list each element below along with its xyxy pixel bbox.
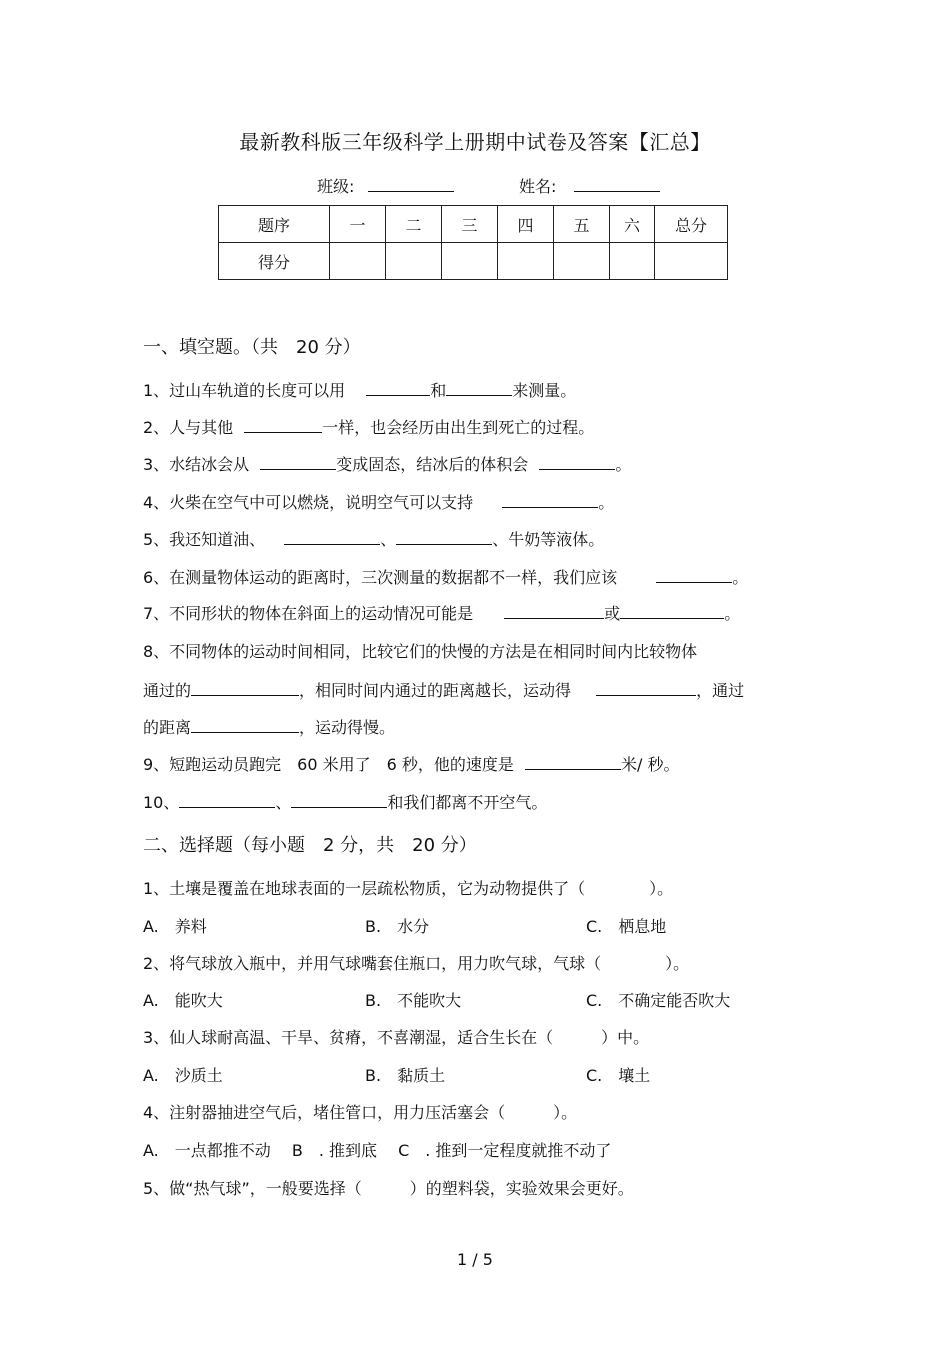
score-table-header-row [219,206,728,243]
answer-blank[interactable] [504,602,604,619]
fill-question-6 [143,565,748,588]
q1-text: 和 [430,381,447,400]
q7-text: 或 [604,604,621,623]
q4-text: 。 [598,493,615,512]
q9-text: 米/ 秒。 [621,755,680,774]
answer-blank[interactable] [260,453,336,470]
answer-blank[interactable] [396,528,492,545]
header-cell: 一 [330,206,386,243]
q2-text: 2、人与其他 [143,418,234,437]
answer-blank[interactable] [596,679,696,696]
q8-text: ，运动得慢。 [299,718,396,737]
q8-text: 通过的 [143,681,192,700]
choice-option-c[interactable]: C. 壤土 [586,1066,651,1085]
fill-question-8-line1: 8、不同物体的运动时间相同，比较它们的快慢的方法是在相同时间内比较物体 [143,642,698,661]
header-cell: 总分 [655,206,728,243]
header-cell: 题序 [219,206,330,243]
fill-question-1 [143,378,576,401]
choice-option-b[interactable]: B. 不能吹大 [365,991,462,1010]
answer-blank[interactable] [244,416,322,433]
fill-question-8-line3 [143,715,395,738]
choice-question-1: 1、土壤是覆盖在地球表面的一层疏松物质，它为动物提供了（ ）。 [143,879,674,898]
q5-text: 、 [380,530,397,549]
answer-blank[interactable] [284,528,380,545]
choice-question-4: 4、注射器抽进空气后，堵住管口，用力压活塞会（ ）。 [143,1103,578,1122]
choice-option-a[interactable]: A. 养料 [143,917,207,936]
score-cell[interactable] [330,243,386,280]
choice-question-3: 3、仙人球耐高温、干旱、贫瘠，不喜潮湿，适合生长在（ ）中。 [143,1028,650,1047]
fill-question-10 [143,790,547,813]
q3-text: 变成固态，结冰后的体积会 [336,455,529,474]
header-cell: 五 [554,206,610,243]
q8-text: ，相同时间内通过的距离越长，运动得 [299,681,572,700]
choice-option-c[interactable]: C. 不确定能否吹大 [586,991,731,1010]
q7-text: 7、不同形状的物体在斜面上的运动情况可能是 [143,604,474,623]
choice-option-a[interactable]: A. 沙质土 [143,1066,223,1085]
q10-text: 、 [275,793,292,812]
choice-option-a[interactable]: A. 能吹大 [143,991,223,1010]
section1-heading: 一、填空题。（共 20 分） [143,337,361,358]
choice-option-b[interactable]: B. 水分 [365,917,430,936]
fill-question-7 [143,601,740,624]
score-cell[interactable] [386,243,442,280]
choice-option-b[interactable]: B. 黏质土 [365,1066,446,1085]
answer-blank[interactable] [656,566,732,583]
section2-heading: 二、选择题（每小题 2 分，共 20 分） [143,835,477,856]
header-cell: 四 [498,206,554,243]
answer-blank[interactable] [620,602,724,619]
answer-blank[interactable] [525,753,621,770]
q8-text: 的距离 [143,718,192,737]
score-table [218,205,728,280]
answer-blank[interactable] [191,716,299,733]
answer-blank[interactable] [179,791,275,808]
fill-question-5 [143,527,604,550]
q6-text: 。 [732,568,749,587]
class-field [317,174,454,197]
fill-question-2 [143,415,594,438]
answer-blank[interactable] [539,453,615,470]
header-cell: 六 [610,206,655,243]
fill-question-8-line2 [143,678,744,701]
q1-text: 1、过山车轨道的长度可以用 [143,381,346,400]
choice-options-line[interactable]: A. 一点都推不动 B . 推到底 C . 推到一定程度就推不动了 [143,1141,612,1160]
q5-text: 5、我还知道油、 [143,530,266,549]
q3-text: 3、水结冰会从 [143,455,250,474]
q2-text: 一样，也会经历由出生到死亡的过程。 [322,418,595,437]
name-label: 姓名: [519,177,557,196]
q4-text: 4、火柴在空气中可以燃烧，说明空气可以支持 [143,493,474,512]
header-cell: 三 [442,206,498,243]
score-cell[interactable] [442,243,498,280]
choice-option-c[interactable]: C. 栖息地 [586,917,667,936]
name-field [519,174,660,197]
q10-text: 和我们都离不开空气。 [387,793,548,812]
score-table-score-row [219,243,728,280]
page-number: 1 / 5 [457,1250,493,1269]
answer-blank[interactable] [291,791,387,808]
fill-question-9 [143,752,679,775]
answer-blank[interactable] [191,679,299,696]
name-blank [574,175,660,192]
fill-question-4 [143,490,614,513]
choice-question-5: 5、做“热气球”，一般要选择（ ）的塑料袋，实验效果会更好。 [143,1179,634,1198]
fill-question-3 [143,452,631,475]
q1-text: 来测量。 [512,381,577,400]
class-label: 班级: [317,177,355,196]
q7-text: 。 [724,604,741,623]
score-cell[interactable] [498,243,554,280]
page-title: 最新教科版三年级科学上册期中试卷及答案【汇总】 [239,130,711,154]
q5-text: 、牛奶等液体。 [492,530,605,549]
q3-text: 。 [615,455,632,474]
answer-blank[interactable] [366,379,430,396]
answer-blank[interactable] [502,491,598,508]
header-cell: 二 [386,206,442,243]
q9-text: 9、短跑运动员跑完 60 米用了 6 秒，他的速度是 [143,755,514,774]
score-cell[interactable] [554,243,610,280]
answer-blank[interactable] [446,379,512,396]
q6-text: 6、在测量物体运动的距离时，三次测量的数据都不一样，我们应该 [143,568,618,587]
class-blank [368,175,454,192]
q8-text: ，通过 [696,681,745,700]
score-cell[interactable] [610,243,655,280]
q10-text: 10、 [143,793,180,812]
score-cell[interactable] [655,243,728,280]
choice-question-2: 2、将气球放入瓶中，并用气球嘴套住瓶口，用力吹气球，气球（ ）。 [143,954,690,973]
score-row-label: 得分 [219,243,330,280]
